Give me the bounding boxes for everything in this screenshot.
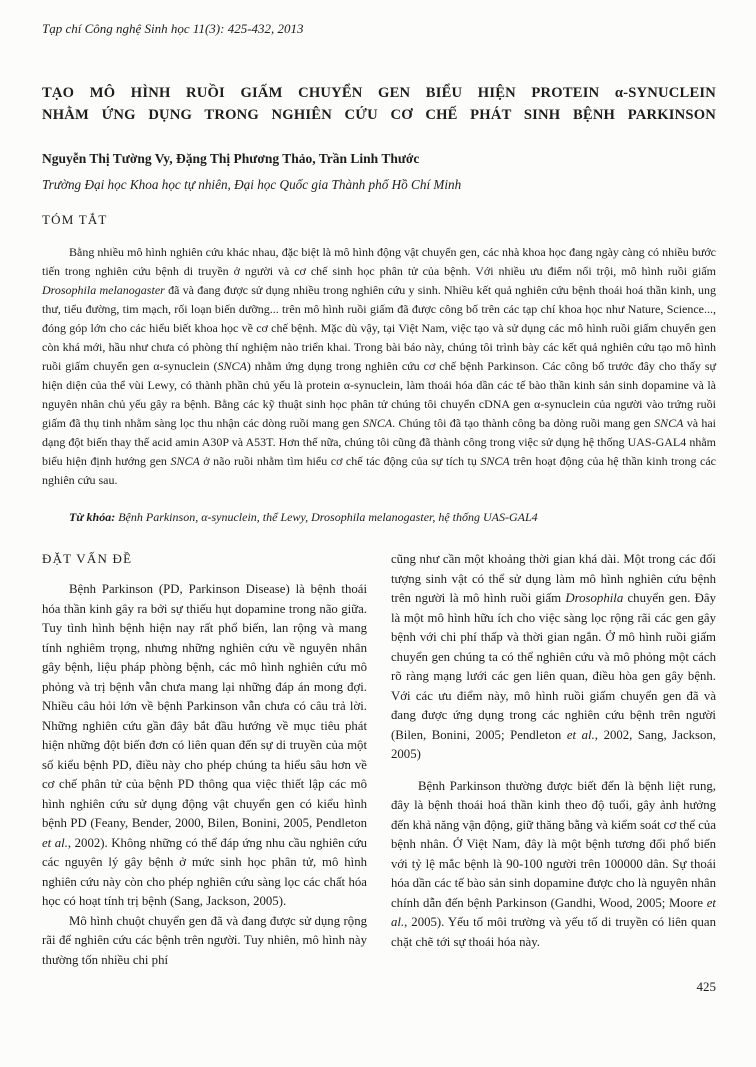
authors-line: Nguyễn Thị Tường Vy, Đặng Thị Phương Thảo, Trần Linh Thước (42, 151, 420, 166)
affiliation-line: Trường Đại học Khoa học tự nhiên, Đại học Quốc gia Thành phố Hồ Chí Minh (42, 177, 462, 192)
two-column-body (42, 550, 716, 970)
introduction-heading: ĐẶT VẤN ĐỀ (42, 551, 133, 566)
intro-left-paragraph-2: Mô hình chuột chuyển gen đã và đang được sử dụng rộng rãi để nghiên cứu các bệnh trên người. Tuy nhiên, mô hình này thường tốn nhiều chi phí (42, 913, 367, 967)
abstract-text: Bằng nhiều mô hình nghiên cứu khác nhau, đặc biệt là mô hình động vật chuyển gen, các nhà khoa học đang ngày càng có nhiều bước tiến trong nghiên cứu bệnh di truyền ở người và cơ chế sinh học phân tử của bệnh. Với nhiều ưu điểm nổi trội, mô hình ruồi giấm Drosophila melanogaster đã và đang được sử dụng nhiều trong nghiên cứu y sinh. Nhiều kết quả nghiên cứu bệnh thoái hoá thần kinh, ung thư, tiểu đường, tim mạch, rối loạn biến dưỡng... trên mô hình ruồi giấm đã được công bố trên các tạp chí khoa học như Nature, Science..., đóng góp lớn cho các hiểu biết khoa học về cơ chế bệnh. Mặc dù vậy, tại Việt Nam, việc tạo và sử dụng các mô hình ruồi giấm chuyển gen còn khá mới, hầu như chưa có phòng thí nghiệm nào triển khai. Trong bài báo này, chúng tôi trình bày các kết quả nghiên cứu tạo mô hình ruồi giấm chuyển gen α-synuclein (SNCA) nhằm ứng dụng trong nghiên cứu cơ chế bệnh Parkinson. Các công bố trước đây cho thấy sự hiện diện của thể vùi Lewy, có thành phần chủ yếu là protein α-synuclein, làm thoái hóa dần các tế bào thần kinh sản sinh dopamine và là nguyên nhân chủ yếu gây ra bệnh. Bằng các kỹ thuật sinh học phân tử chúng tôi chuyển cDNA gen α-synuclein của người vào trứng ruồi giấm đã thụ tinh nhằm sàng lọc thu nhận các dòng ruồi mang gen SNCA. Chúng tôi đã tạo thành công ba dòng ruồi mang gen SNCA và hai dạng đột biến thay thế acid amin A30P và A53T. Hơn thế nữa, chúng tôi cũng đã thành công trong việc sử dụng hệ thống UAS-GAL4 nhằm biểu hiện định hướng gen SNCA ở não ruồi nhằm tìm hiểu cơ chế tác động của sự tích tụ SNCA trên hoạt động của hệ thần kinh trong các nghiên cứu sau. (42, 245, 717, 487)
right-column (391, 550, 716, 970)
intro-right-paragraph-2: Bệnh Parkinson thường được biết đến là bệnh liệt rung, đây là bệnh thoái hoá thần kinh theo độ tuổi, gây ảnh hưởng đến khả năng vận động, giữ thăng bằng và kiểm soát cơ thể của bệnh nhân. Ở Việt Nam, đây là một bệnh tương đối phổ biến với tỷ lệ mắc bệnh là 90-100 người trên 100000 dân. Sự thoái hóa dần các tế bào sản sinh dopamine được cho là nguyên nhân chính dẫn đến bệnh Parkinson (Gandhi, Wood, 2005; Moore et al., 2005). Yếu tố môi trường và yếu tố di truyền có liên quan chặt chẽ tới sự thoái hóa này. (391, 778, 717, 949)
keywords-line: Từ khóa: Bệnh Parkinson, α-synuclein, thể Lewy, Drosophila melanogaster, hệ thống UAS-GAL4 (69, 510, 538, 524)
journal-header: Tạp chí Công nghệ Sinh học 11(3): 425-432, 2013 (42, 21, 304, 36)
abstract-heading: TÓM TẮT (42, 212, 108, 227)
page-number: 425 (696, 979, 716, 994)
intro-left-paragraph-1: Bệnh Parkinson (PD, Parkinson Disease) là bệnh thoái hóa thần kinh gây ra bởi sự thiếu hụt dopamine trong não giữa. Tuy tình hình bệnh hiện nay rất phổ biến, lan rộng và mang tính nghiêm trọng, nhưng những nghiên cứu về nguyên nhân gây bệnh, liệu pháp phòng bệnh, các mô hình nghiên cứu mô phỏng và trị bệnh vẫn chưa mang lại những đáp án mong đợi. Nhiều câu hỏi lớn về bệnh Parkinson vẫn chưa có câu trả lời. Những nghiên cứu gần đây bắt đầu hướng về mục tiêu phát hiện những đột biến đơn có liên quan đến sự di truyền của một số kiểu bệnh PD, điều này cho phép chúng ta hiểu sâu hơn về cơ chế phân tử của bệnh PD thông qua việc thiết lập các mô hình nghiên cứu sử dụng động vật chuyển gen có kiểu hình bệnh PD (Feany, Bender, 2000, Bilen, Bonini, 2005, Pendleton et al., 2002). Không những có thể đáp ứng nhu cầu nghiên cứu các nguyên lý gây bệnh ở mức sinh học phân tử, mô hình nghiên cứu này còn cho phép nghiên cứu sàng lọc các chất hóa học có hoạt tính trị bệnh (Sang, Jackson, 2005). (42, 582, 368, 908)
article-title-line-2: NHẰM ỨNG DỤNG TRONG NGHIÊN CỨU CƠ CHẾ PHÁT SINH BỆNH PARKINSON (42, 107, 716, 123)
article-title (42, 82, 716, 126)
article-title-line-1: TẠO MÔ HÌNH RUỒI GIẤM CHUYỂN GEN BIỂU HIỆN PROTEIN α-SYNUCLEIN (42, 85, 716, 101)
intro-right-paragraph-1: cũng như cần một khoảng thời gian khá dài. Một trong các đối tượng sinh vật có thể sử dụng làm mô hình nghiên cứu bệnh trên người là mô hình ruồi giấm Drosophila chuyển gen. Đây là một mô hình hữu ích cho việc sàng lọc rộng rãi các gen gây bệnh với chi phí thấp và thời gian ngắn. Ở mô hình ruồi giấm chuyển gen chúng ta có thể nghiên cứu và mô phỏng một cách rõ ràng mạng lưới các gen liên quan, điều hòa gen gây bệnh. Với các ưu điểm này, mô hình ruồi giấm chuyển gen đã và đang được ứng dụng trong các nghiên cứu bệnh trên người (Bilen, Bonini, 2005; Pendleton et al., 2002, Sang, Jackson, 2005) (391, 552, 716, 761)
left-column (42, 550, 367, 970)
